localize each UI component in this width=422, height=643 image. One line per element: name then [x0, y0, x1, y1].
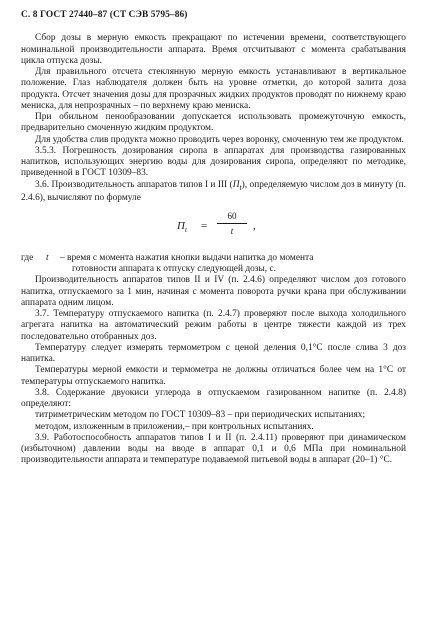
formula-comma: ,	[253, 219, 256, 232]
formula-subscript: t	[184, 226, 187, 235]
paragraph-correct-reading: Для правильного отсчета стеклянную мерную емкость устанавливают в вертикальное положение. Глаз наблюдателя должен быть на уровне отметки, до которой залита доза продукта. Отсчет значения дозы для прозрачных жидких продуктов проводят по нижнему краю мениска, для непрозрачных – по верхнему краю мениска.	[21, 67, 406, 111]
paragraph-3-5-3: 3.5.3. Погрешность дозирования сиропа в аппаратах для производства газированных напитков, использующих энергию воды для дозирования сиропа, определяют по методике, приведенной в ГОСТ 10309–83.	[21, 145, 406, 179]
p6-subscript: t	[239, 182, 242, 192]
formula-denominator: t	[230, 225, 234, 236]
paragraph-temperature-difference: Температуры мерной емкости и термометра не должны отличаться более чем на 1°С от температуры отпускаемого напитка.	[21, 365, 406, 387]
paragraph-3-6	[21, 180, 406, 204]
where-symbol: t	[46, 252, 49, 263]
where-clause	[21, 253, 406, 276]
p6-text-after: ), определяемую числом доз в минуту (п. 2.4.6), вычисляют по формуле	[21, 179, 407, 203]
formula-symbol: П	[177, 219, 185, 232]
page-header: С. 8 ГОСТ 27440–87 (СТ СЭВ 5795–86)	[21, 10, 188, 20]
where-text: – время с момента нажатия кнопки выдачи напитка до момента	[60, 252, 314, 263]
where-label: где	[21, 252, 34, 263]
formula-equals: =	[201, 219, 208, 232]
paragraph-titrimetric: титриметрическим методом по ГОСТ 10309–83 – при периодических испытаниях;	[35, 410, 366, 421]
paragraph-foaming: При обильном пенообразовании допускается использовать промежуточную емкость, предварительно смоченную жидким продуктом.	[21, 112, 406, 134]
paragraph-dose-collection: Сбор дозы в мерную емкость прекращают по истечении времени, соответствующего номинальной производительности аппарата. Время отсчитывают с момента срабатывания цикла отпуска дозы.	[21, 33, 406, 66]
where-definition	[60, 253, 406, 276]
paragraph-funnel: Для удобства слив продукта можно проводить через воронку, смоченную тем же продуктом.	[35, 134, 404, 145]
fraction-bar	[217, 223, 247, 224]
p6-text-before: 3.6. Производительность аппаратов типов I и III (	[35, 179, 233, 190]
paragraph-3-7: 3.7. Температуру отпускаемого напитка (п. 2.4.7) проверяют после выхода холодильного агрегата напитка на автоматический режим работы в центре тяжести каждой из трех последовательно отобранных доз.	[21, 309, 406, 342]
p6-symbol: П	[232, 179, 240, 190]
formula-numerator: 60	[227, 210, 237, 221]
paragraph-3-9: 3.9. Работоспособность аппаратов типов I и II (п. 2.4.11) проверяют при динамическом (избыточном) давлении воды на вводе в аппарат 0,1 и 0,6 МПа при номинальной производительности аппарата и температуре подаваемой питьевой воды в аппарат (20–1) °С.	[21, 432, 406, 466]
formula-fraction	[217, 211, 247, 237]
paragraph-productivity-types-2-4: Производительность аппаратов типов II и IV (п. 2.4.6) определяют числом доз готового напитка, отпускаемого за 1 мин, начиная с момента поворота ручки крана при обслуживании аппарата одним лицом.	[21, 275, 406, 308]
formula	[21, 207, 406, 247]
paragraph-appendix-method: методом, изложенным в приложении,– при контрольных испытаниях.	[35, 421, 314, 432]
paragraph-3-8: 3.8. Содержание двуокиси углерода в отпускаемом газированном напитке (п. 2.4.8) определяют:	[21, 387, 406, 410]
paragraph-thermometer: Температуру следует измерять термометром с ценой деления 0,1°С после слива 3 доз напитка.	[21, 342, 406, 365]
formula-lhs	[177, 221, 187, 236]
where-continuation: готовности аппарата к отпуску следующей дозы, с.	[72, 264, 276, 275]
